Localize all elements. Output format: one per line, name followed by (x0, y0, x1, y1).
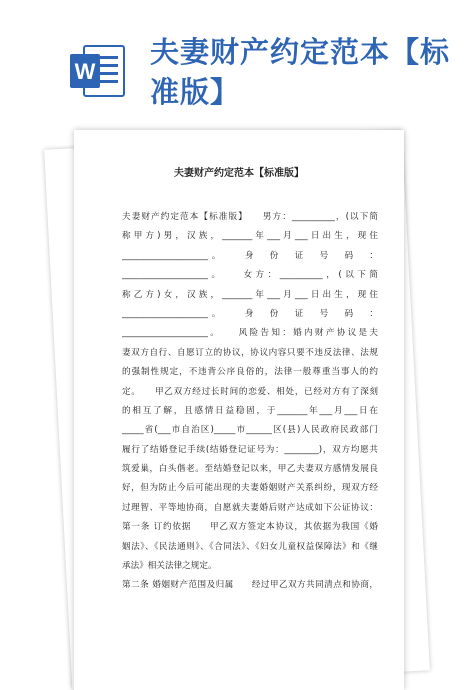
document-line: ____________________。 女方：__________，(以下简 (122, 270, 378, 281)
svg-text:W: W (74, 59, 96, 84)
document-line: 妻双方自行、自愿订立的协议，协议内容只要不违反法律、法规 (122, 347, 378, 358)
document-line: _____省(___市自治区)_____市______区(县)人民政府民政部门 (122, 425, 378, 436)
page-title-line-2: 准版】 (150, 75, 241, 109)
document-line: 姻法》、《民法通则》、《合同法》、《妇女儿童权益保障法》和《继 (122, 541, 378, 552)
page-title (150, 32, 460, 112)
document-line: 好，但为防止今后可能出现的夫妻婚姻财产关系纠纷，现双方经 (122, 483, 378, 494)
document-line: 第一条 订约依据 甲乙双方签定本协议，其依据为我国《婚 (122, 522, 378, 533)
document-title: 夫妻财产约定范本【标准版】 (174, 168, 304, 179)
document-line: 称乙方)女，汉族，_______年___月___日出生，现住 (122, 289, 378, 300)
document-line: 筑爱巢，白头偕老。至结婚登记以来，甲乙夫妻双方感情发展良 (122, 464, 378, 475)
document-line: ____________________。 身 份 证 号 码 ： (122, 308, 378, 319)
page-title-line-1: 夫妻财产约定范本【标 (150, 35, 451, 69)
word-document-icon (66, 40, 128, 102)
document-body (122, 208, 378, 596)
document-line: 称甲方)男，汉族，_______年___月___日出生，现住 (122, 231, 378, 242)
document-line: 的相互了解，且感情日益稳固，于_______年___月___日在 (122, 405, 378, 416)
header-banner (0, 0, 474, 118)
document-line: ____________________。 风险告知：婚内财产协议是夫 (122, 328, 378, 339)
document-line: 承法》相关法律之规定。 (122, 561, 217, 572)
document-line: ____________________。 身 份 证 号 码 ： (122, 250, 378, 261)
document-page (74, 130, 404, 690)
document-line: 第二条 婚姻财产范围及归属 经过甲乙双方共同清点和协商， (122, 580, 378, 591)
document-line: 的强制性规定，不违背公序良俗的，法律一般尊重当事人的约 (122, 367, 378, 378)
document-line: 夫妻财产约定范本【标准版】 男方：__________，(以下简 (122, 212, 378, 222)
document-line: 履行了结婚登记手续(结婚登记证号为：________)，双方均愿共 (122, 444, 378, 455)
document-line: 过理智、平等地协商，自愿就夫妻婚后财产达成如下公证协议： (122, 502, 378, 513)
document-line: 定。 甲乙双方经过长时间的恋爱、相处，已经对方有了深刻 (122, 386, 378, 397)
